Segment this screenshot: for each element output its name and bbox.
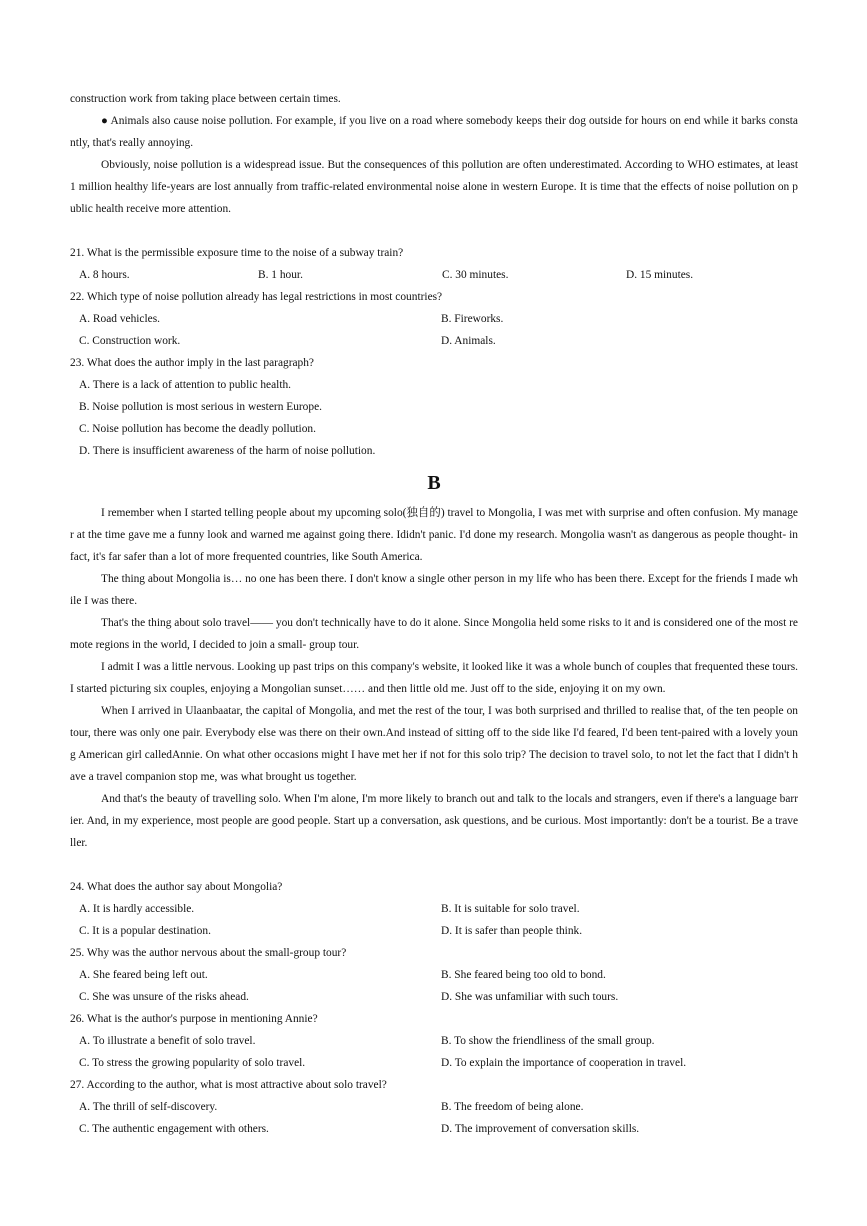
question-22-options: [70, 308, 798, 352]
option-a: A. 8 hours.: [79, 269, 130, 281]
option-a: A. There is a lack of attention to public health.: [79, 379, 292, 391]
question-27-stem: 27. According to the author, what is most attractive about solo travel?: [70, 1079, 387, 1091]
option-d: D. 15 minutes.: [626, 269, 694, 281]
question-27-options: [70, 1096, 798, 1140]
option-b: B. She feared being too old to bond.: [441, 969, 606, 981]
passage-b-paragraph-6: And that's the beauty of travelling solo. When I'm alone, I'm more likely to branch out and talk to the locals and strangers, even if there's a language barrier. And, in my experience, most people are good people. Start up a conversation, ask questions, and be curious. Most importantly: don't be a tourist. Be a traveller.: [70, 793, 798, 849]
option-a: A. Road vehicles.: [79, 313, 160, 325]
option-c: C. Construction work.: [79, 335, 181, 347]
passage-b-paragraph-2: The thing about Mongolia is… no one has been there. I don't know a single other person in my life who has been there. Except for the friends I made while I was there.: [70, 573, 798, 607]
question-26-stem: 26. What is the author's purpose in mentioning Annie?: [70, 1013, 318, 1025]
option-c: C. Noise pollution has become the deadly pollution.: [79, 423, 316, 435]
option-c: C. The authentic engagement with others.: [79, 1123, 269, 1135]
option-b: B. Fireworks.: [441, 313, 504, 325]
spacer: [70, 220, 798, 242]
question-23-stem: 23. What does the author imply in the last paragraph?: [70, 357, 314, 369]
option-c: C. 30 minutes.: [442, 269, 509, 281]
question-21-options: [70, 264, 798, 286]
question-25-options: [70, 964, 798, 1008]
question-25-stem: 25. Why was the author nervous about the small-group tour?: [70, 947, 347, 959]
option-d: D. To explain the importance of cooperation in travel.: [441, 1057, 687, 1069]
option-b: B. The freedom of being alone.: [441, 1101, 584, 1113]
option-d: D. She was unfamiliar with such tours.: [441, 991, 619, 1003]
passage-b-paragraph-4: I admit I was a little nervous. Looking up past trips on this company's website, it looked like it was a whole bunch of couples that frequented these tours. I started picturing six couples, enjoying a Mongolian sunset…… and then little old me. Just off to the side, enjoying it on my own.: [70, 661, 798, 695]
option-b: B. To show the friendliness of the small group.: [441, 1035, 655, 1047]
passage-b-paragraph-5: When I arrived in Ulaanbaatar, the capital of Mongolia, and met the rest of the tour, I was both surprised and thrilled to realise that, of the ten people on tour, there was only one pair. Everybody else was there on their own.And instead of sitting off to the side like I'd feared, I'd been tent-paired with a lovely young American girl calledAnnie. On what other occasions might I have met her if not for this solo trip? The decision to travel solo, to not let the fact that I didn't have a travel companion stop me, was what brought us together.: [70, 705, 798, 783]
section-b-title: B: [427, 472, 441, 494]
passage-a-paragraph-2: ● Animals also cause noise pollution. For example, if you live on a road where somebody keeps their dog outside for hours on end while it barks constantly, that's really annoying.: [70, 115, 798, 149]
option-d: D. It is safer than people think.: [441, 925, 583, 937]
passage-b-paragraph-1: I remember when I started telling people about my upcoming solo(独自的) travel to Mongolia, I was met with surprise and often confusion. My manager at the time gave me a funny look and warned me against going there. Ididn't panic. I'd done my research. Mongolia wasn't as dangerous as people thought- in fact, it's far safer than a lot of more frequented countries, like South America.: [70, 507, 798, 563]
passage-b-paragraph-3: That's the thing about solo travel—— you don't technically have to do it alone. Since Mongolia held some risks to it and is considered one of the most remote regions in the world, I decided to join a small- group tour.: [70, 617, 798, 651]
option-c: C. To stress the growing popularity of solo travel.: [79, 1057, 306, 1069]
option-a: A. She feared being left out.: [79, 969, 208, 981]
option-b: B. 1 hour.: [258, 269, 303, 281]
passage-a-paragraph-3: Obviously, noise pollution is a widespread issue. But the consequences of this pollution are often underestimated. According to WHO estimates, at least 1 million healthy life-years are lost annually from traffic-related environmental noise alone in western Europe. It is time that the effects of noise pollution on public health receive more attention.: [70, 159, 798, 215]
option-a: A. To illustrate a benefit of solo travel.: [79, 1035, 256, 1047]
question-24-options: [70, 898, 798, 942]
question-23-options: [70, 374, 798, 462]
question-24-stem: 24. What does the author say about Mongolia?: [70, 881, 283, 893]
passage-a-paragraph-1: construction work from taking place between certain times.: [70, 93, 341, 105]
option-a: A. The thrill of self-discovery.: [79, 1101, 218, 1113]
option-a: A. It is hardly accessible.: [79, 903, 195, 915]
option-c: C. It is a popular destination.: [79, 925, 211, 937]
option-c: C. She was unsure of the risks ahead.: [79, 991, 249, 1003]
question-22-stem: 22. Which type of noise pollution already has legal restrictions in most countries?: [70, 291, 443, 303]
option-d: D. The improvement of conversation skills.: [441, 1123, 640, 1135]
exam-page: [70, 88, 798, 1140]
question-26-options: [70, 1030, 798, 1074]
option-b: B. It is suitable for solo travel.: [441, 903, 580, 915]
question-21-stem: 21. What is the permissible exposure time to the noise of a subway train?: [70, 247, 404, 259]
spacer: [70, 854, 798, 876]
option-d: D. Animals.: [441, 335, 496, 347]
option-b: B. Noise pollution is most serious in western Europe.: [79, 401, 322, 413]
option-d: D. There is insufficient awareness of the harm of noise pollution.: [79, 445, 376, 457]
